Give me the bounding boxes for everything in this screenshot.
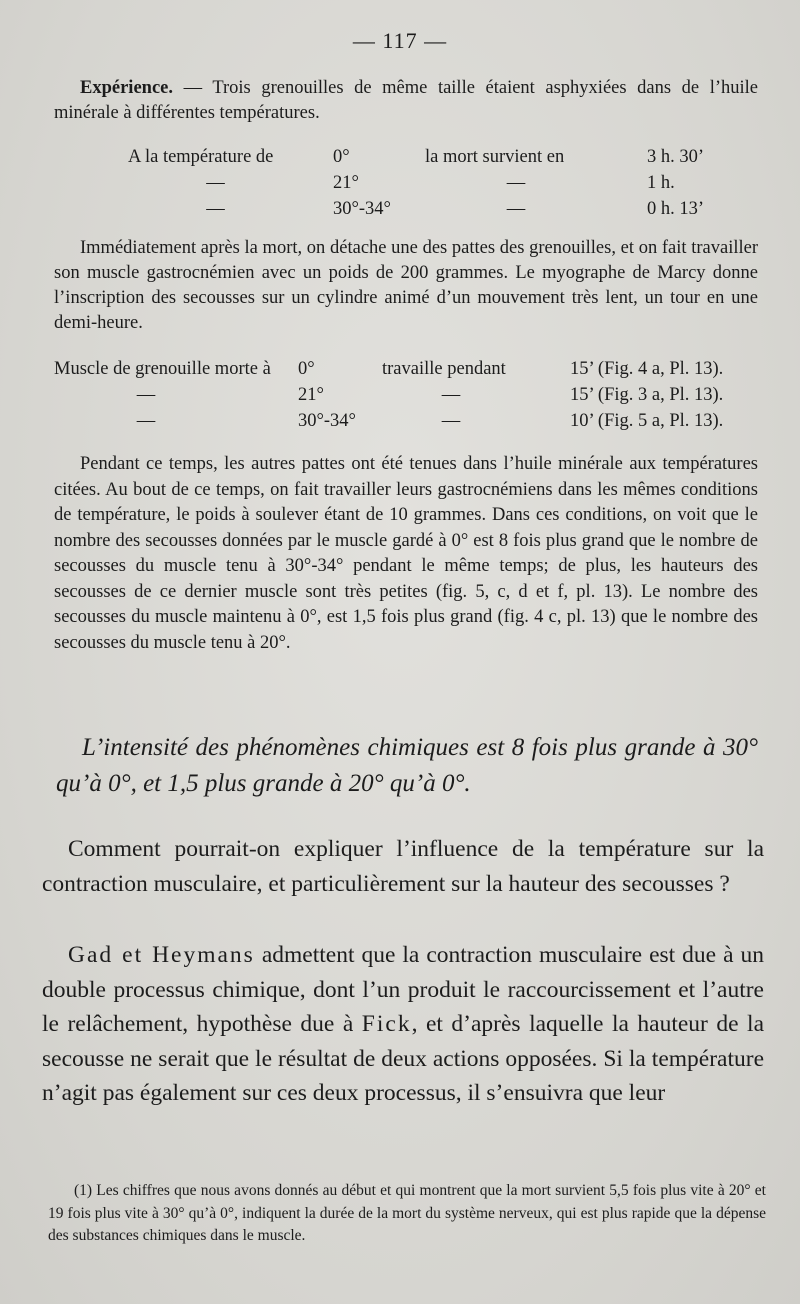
table-row (128, 170, 704, 196)
table-cell: 1 h. (647, 172, 675, 193)
table-cell: — (441, 384, 461, 405)
footnote: (1) Les chiffres que nous avons donnés au début et qui montrent que la mort survient 5,5 fois plus vite à 20° et 19 fois plus vite à 30° qu’à 0°, indiquent la durée de la mort du système nerveux, qui est plus rapide que la dépense des substances chimiques dans le muscle. (48, 1182, 766, 1244)
table-cell: — (506, 198, 526, 219)
table-row (128, 196, 704, 222)
experience-paragraph (54, 76, 758, 126)
conclusion-italic: L’intensité des phénomènes chimiques est 8 fois plus grande à 30° qu’à 0°, et 1,5 plus grande à 20° qu’à 0°. (56, 734, 758, 797)
table-cell: — (206, 198, 225, 219)
table-cell: — (136, 410, 156, 431)
table-cell: 30°-34° (333, 198, 391, 219)
table-cell: Muscle de grenouille morte à (54, 358, 271, 379)
paragraph-method: Immédiatement après la mort, on détache une des pattes des grenouilles, et on fait travailler son muscle gastrocnémien avec un poids de 200 grammes. Le myographe de Marcy donne l’inscription des secousses sur un cylindre animé d’un mouvement très lent, un tour en une demi-heure. (54, 238, 758, 333)
table-row (128, 144, 704, 170)
table-cell: 0 h. 13’ (647, 198, 705, 219)
paragraph-gad-heymans (42, 938, 764, 1111)
paragraph-results: Pendant ce temps, les autres pattes ont été tenues dans l’huile minérale aux températures citées. Au bout de ce temps, on fait travailler leurs gastrocnémiens dans les mêmes conditions de température, le poids à soulever étant de 10 grammes. Dans ces conditions, on voit que le nombre des secousses données par le muscle gardé à 0° est 8 fois plus grand que le nombre de secousses du muscle tenu à 30°-34° pendant le même temps; de plus, les hauteurs des secousses de ce dernier muscle sont très petites (fig. 5, c, d et f, pl. 13). Le nombre des secousses du muscle maintenu à 0°, est 1,5 fois plus grand (fig. 4 c, pl. 13) que le nombre des secousses du muscle tenu à 20°. (54, 454, 758, 653)
table-cell: 21° (333, 172, 359, 193)
paragraph-question: Comment pourrait-on expliquer l’influence de la température sur la contraction musculaire, et particulièrement sur la hauteur des secousses ? (42, 836, 764, 897)
table-row (54, 382, 723, 408)
table-cell: 3 h. 30’ (647, 146, 705, 167)
experience-text: — Trois grenouilles de même taille étaient asphyxiées dans de l’huile minérale à différentes températures. (54, 78, 758, 123)
table-cell: 30°-34° (298, 410, 356, 431)
experience-heading: Expérience. (80, 78, 173, 98)
table-row (54, 408, 723, 434)
table-cell: 0° (333, 146, 350, 167)
death-time-table (128, 144, 704, 222)
table-cell: 0° (298, 358, 315, 379)
table-cell: — (506, 172, 526, 193)
table-cell: — (136, 384, 156, 405)
table-row (54, 356, 723, 382)
table-cell: — (206, 172, 225, 193)
paragraph-text: admettent que la contraction musculaire est due à un double processus chimique, dont l’un produit le raccourcissement et l’autre le relâchement, hypothèse due à (42, 942, 764, 1037)
paragraph-text: , et d’après laquelle la hauteur de la secousse ne serait que le résultat de deux actions opposées. Si la température n’agit pas également sur ces deux processus, il s’ensuivra que leur (42, 1011, 765, 1106)
table-cell: 15’ (Fig. 4 a, Pl. 13). (570, 358, 724, 379)
work-duration-table (54, 356, 723, 434)
table-cell: 15’ (Fig. 3 a, Pl. 13). (570, 384, 724, 405)
table-cell: la mort survient en (425, 146, 565, 167)
author-name: Fick (361, 1011, 412, 1037)
table-cell: 10’ (Fig. 5 a, Pl. 13). (570, 410, 724, 431)
table-cell: 21° (298, 384, 324, 405)
table-cell: A la température de (128, 146, 274, 167)
table-cell: travaille pendant (382, 358, 506, 379)
page-number: — 117 — (352, 28, 448, 53)
table-cell: — (441, 410, 461, 431)
author-name: Gad et Heymans (68, 942, 255, 968)
